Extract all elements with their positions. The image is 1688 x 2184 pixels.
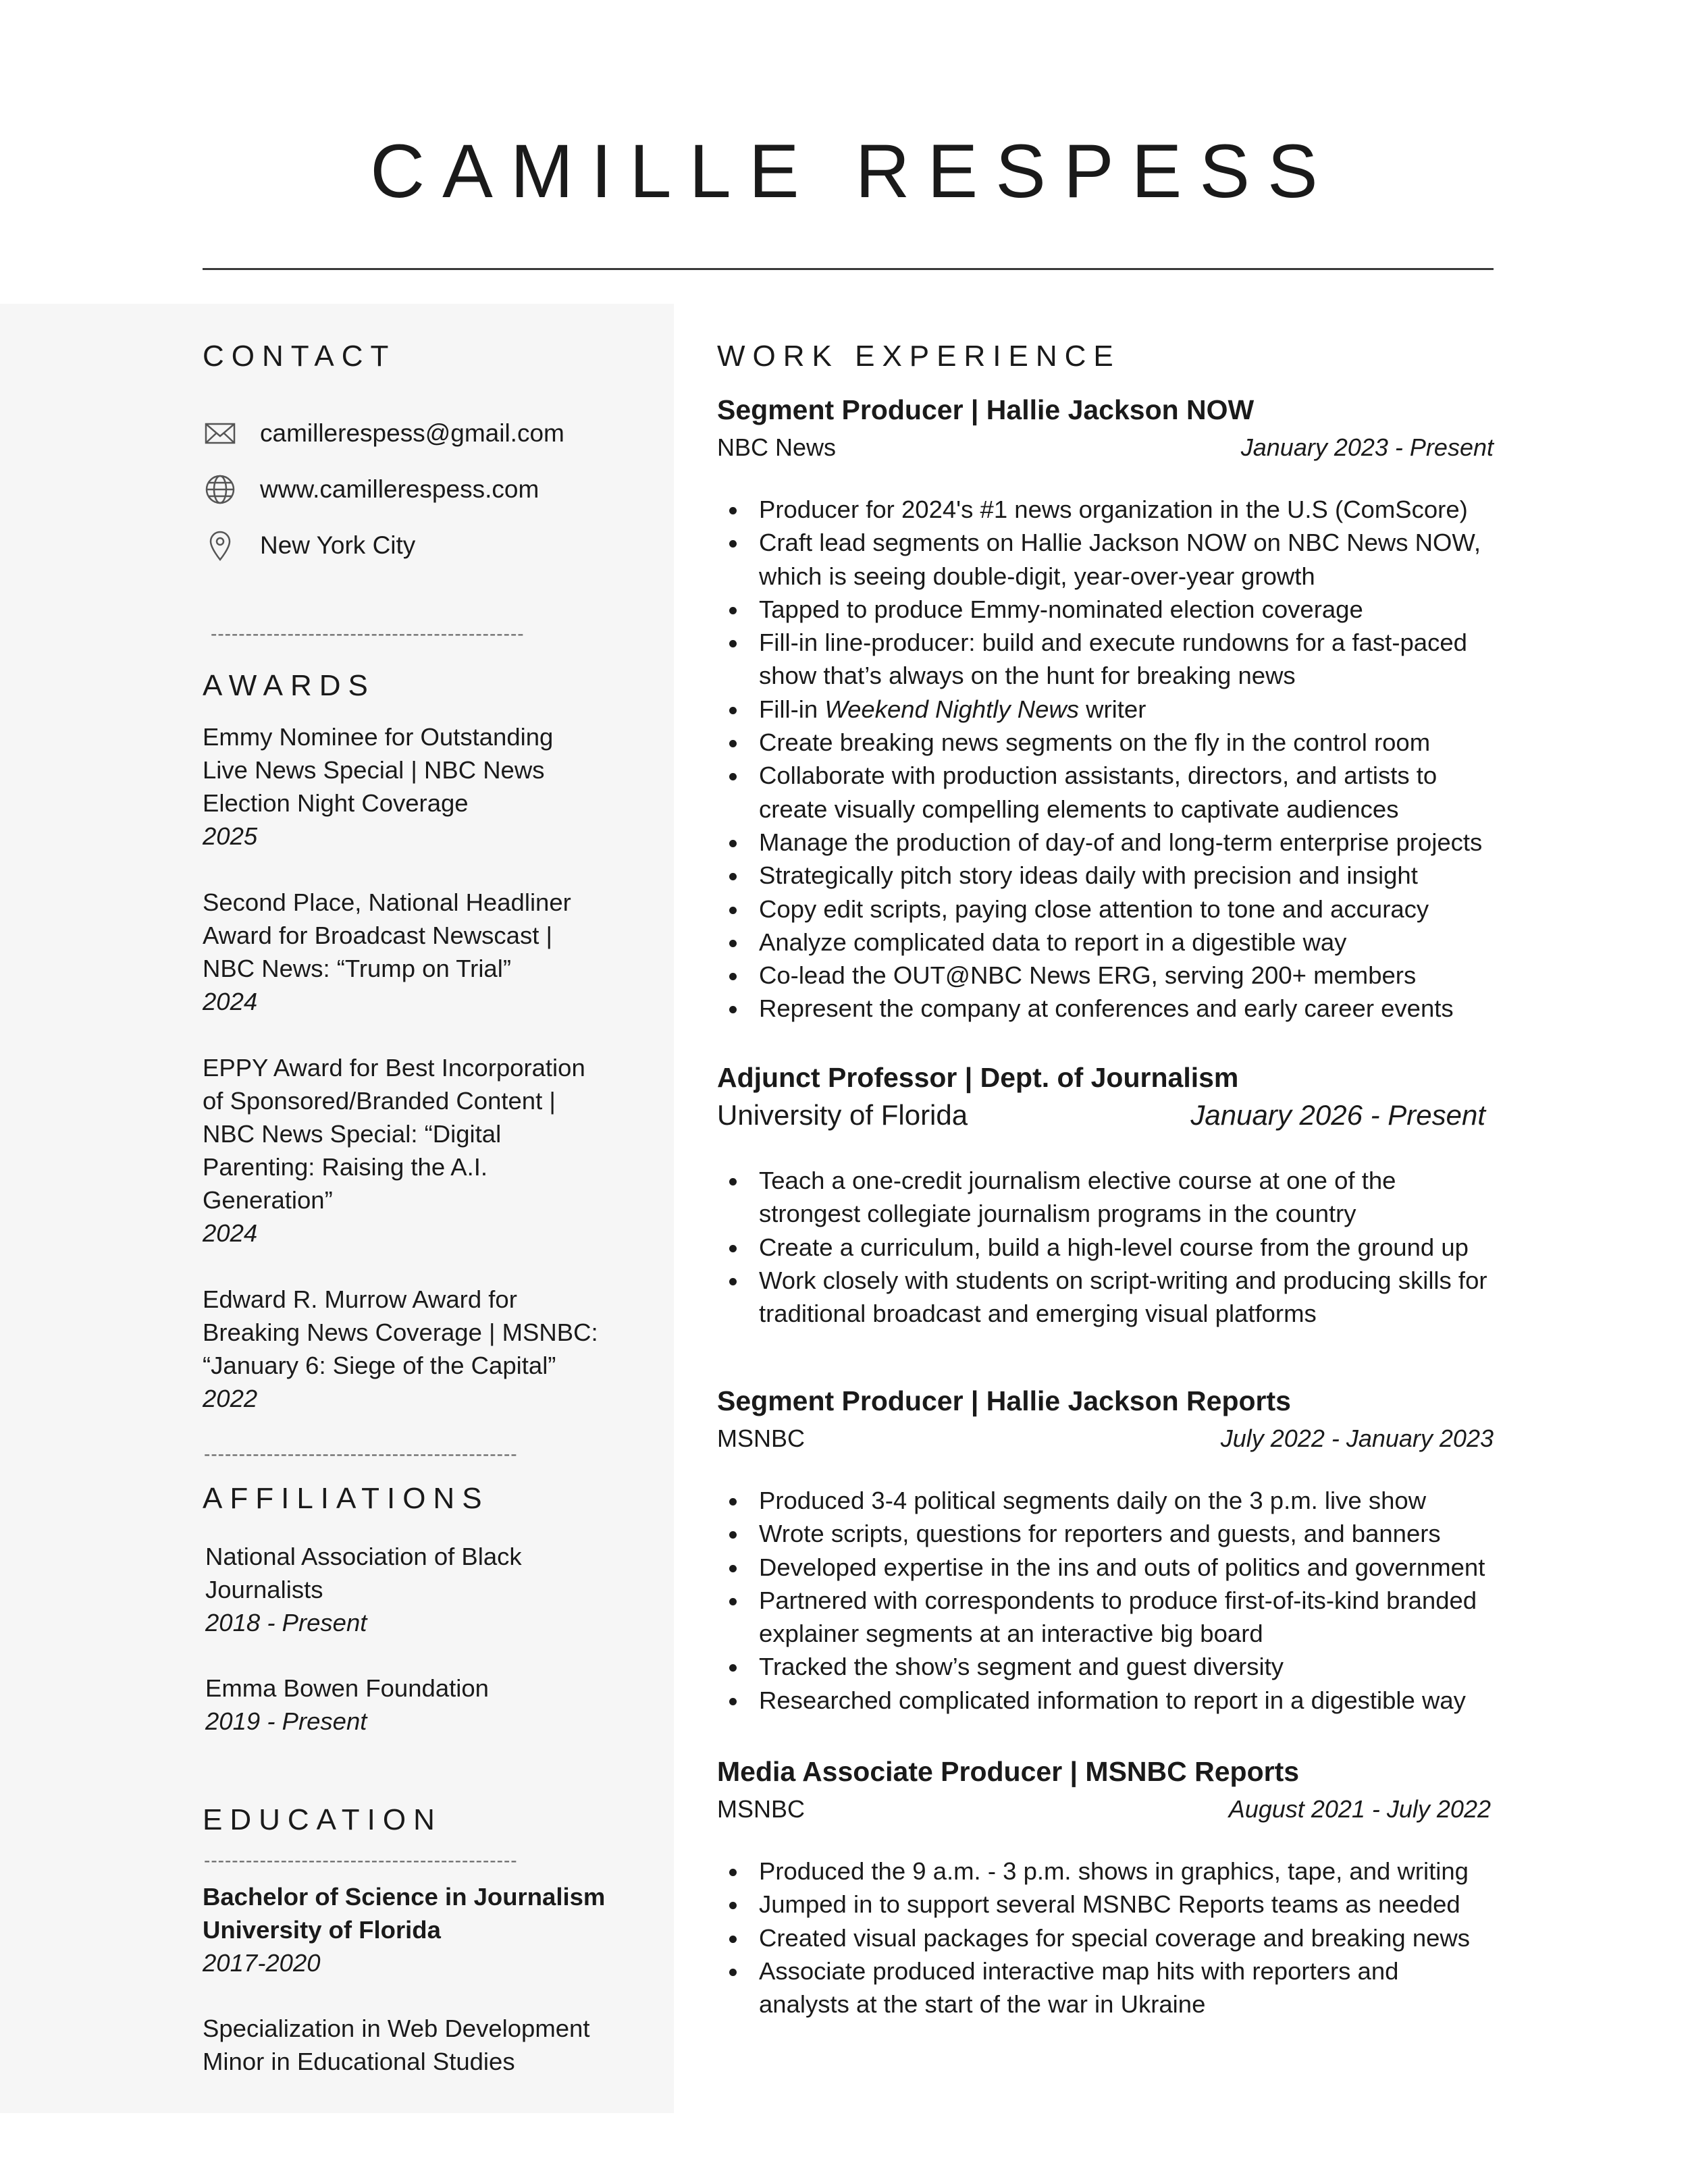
award-line: Live News Special | NBC News [203,756,545,784]
education-extra-line: Minor in Educational Studies [203,2048,515,2075]
contact-heading: CONTACT [203,340,396,373]
job-bullet: Produced the 9 a.m. - 3 p.m. shows in graphics, tape, and writing [717,1855,1494,1888]
affiliations-heading: AFFILIATIONS [203,1482,490,1515]
award-year: 2025 [203,822,258,850]
award-line: Generation” [203,1186,333,1214]
award-line: Breaking News Coverage | MSNBC: [203,1319,598,1346]
job-bullet: Create breaking news segments on the fly in the control room [717,726,1494,759]
divider: --------------------------------------------- [204,1850,518,1871]
job-bullet: Analyze complicated data to report in a digestible way [717,926,1494,959]
job-meta [717,1790,1494,1828]
job-bullet: Developed expertise in the ins and outs of politics and government [717,1551,1494,1584]
job-bullet: Craft lead segments on Hallie Jackson NOW on NBC News NOW, which is seeing double-digit, year-over-year growth [717,526,1494,593]
job-bullet: Researched complicated information to report in a digestible way [717,1684,1494,1717]
job-bullet: Teach a one-credit journalism elective course at one of the strongest collegiate journalism programs in the country [717,1164,1494,1231]
contact-email[interactable] [203,415,564,452]
affiliation-years: 2019 - Present [205,1707,367,1735]
job-bullet: Fill-in Weekend Nightly News writer [717,693,1494,726]
divider: --------------------------------------------- [211,623,525,644]
work-experience-heading: WORK EXPERIENCE [717,340,1121,373]
job-bullet: Tracked the show’s segment and guest diversity [717,1650,1494,1683]
job-dates: January 2023 - Present [1240,433,1494,461]
award-line: Parenting: Raising the A.I. [203,1153,488,1181]
award-line: Edward R. Murrow Award for [203,1285,517,1313]
affiliation-years: 2018 - Present [205,1609,367,1636]
award-line: EPPY Award for Best Incorporation [203,1054,585,1082]
job-org: MSNBC [717,1424,806,1452]
job-entry [717,391,1494,1026]
job-bullet: Copy edit scripts, paying close attention to tone and accuracy [717,893,1494,926]
show-title: Weekend Nightly News [824,695,1079,723]
award-line: NBC News Special: “Digital [203,1120,502,1148]
job-org: MSNBC [717,1795,806,1823]
award-line: “January 6: Siege of the Capital” [203,1352,556,1379]
job-bullet: Represent the company at conferences and early career events [717,992,1494,1025]
affiliation-item [205,1540,624,1639]
job-bullets [717,1164,1494,1330]
education-extra-line: Specialization in Web Development [203,2015,590,2042]
globe-icon [203,472,238,507]
education-extra-block [203,2012,621,2078]
job-org: NBC News [717,433,837,461]
job-bullet: Partnered with correspondents to produce first-of-its-kind branded explainer segments at an interactive big board [717,1584,1494,1651]
award-line: Award for Broadcast Newscast | [203,922,552,949]
divider: --------------------------------------------- [204,1443,518,1464]
award-line: of Sponsored/Branded Content | [203,1087,556,1115]
award-line: Emmy Nominee for Outstanding [203,723,554,751]
award-line: NBC News: “Trump on Trial” [203,955,511,982]
award-item [203,720,621,853]
award-line: Second Place, National Headliner [203,888,571,916]
email-icon [203,416,238,451]
job-bullet: Producer for 2024's #1 news organization in the U.S (ComScore) [717,493,1494,526]
job-entry [717,1059,1494,1330]
job-entry [717,1753,1494,2021]
award-item [203,1283,621,1415]
award-item [203,1051,621,1250]
award-year: 2024 [203,1219,258,1247]
affiliation-line: Journalists [205,1576,323,1603]
contact-email-text: camillerespess@gmail.com [260,419,564,447]
job-title: Media Associate Producer | MSNBC Reports [717,1756,1300,1787]
header-divider [203,268,1494,270]
job-bullet: Strategically pitch story ideas daily with precision and insight [717,859,1494,892]
contact-location [203,527,415,564]
job-bullet: Manage the production of day-of and long-term enterprise projects [717,826,1494,859]
job-title: Segment Producer | Hallie Jackson NOW [717,394,1255,425]
job-title: Adjunct Professor | Dept. of Journalism [717,1062,1239,1093]
job-bullet: Jumped in to support several MSNBC Reports teams as needed [717,1888,1494,1921]
job-meta [717,1420,1494,1458]
education-heading: EDUCATION [203,1803,442,1836]
job-bullets [717,1484,1494,1717]
award-year: 2024 [203,988,258,1015]
job-bullet: Tapped to produce Emmy-nominated election coverage [717,593,1494,626]
award-item [203,886,621,1018]
job-bullet: Associate produced interactive map hits with reporters and analysts at the start of the war in Ukraine [717,1954,1494,2021]
contact-location-text: New York City [260,531,416,559]
job-bullets [717,1855,1494,2021]
job-dates: January 2026 - Present [1190,1099,1485,1131]
job-bullet: Created visual packages for special coverage and breaking news [717,1921,1494,1954]
job-dates: August 2021 - July 2022 [1228,1795,1491,1823]
location-pin-icon [203,528,238,563]
resume-name: CAMILLE RESPESS [370,129,1336,213]
job-entry [717,1382,1494,1717]
education-degree: Bachelor of Science in Journalism [203,1883,606,1911]
award-year: 2022 [203,1385,258,1412]
job-meta [717,1096,1494,1134]
job-bullet: Create a curriculum, build a high-level course from the ground up [717,1231,1494,1264]
job-title: Segment Producer | Hallie Jackson Reports [717,1385,1291,1416]
contact-website-text: www.camillerespess.com [260,475,539,503]
job-bullet: Fill-in line-producer: build and execute rundowns for a fast-paced show that’s always on the hunt for breaking news [717,626,1494,693]
job-bullet: Work closely with students on script-writing and producing skills for traditional broadcast and emerging visual platforms [717,1264,1494,1331]
education-school: University of Florida [203,1916,441,1944]
job-bullet: Wrote scripts, questions for reporters and guests, and banners [717,1517,1494,1550]
job-bullet: Collaborate with production assistants, directors, and artists to create visually compelling elements to captivate audiences [717,759,1494,826]
job-bullet: Co-lead the OUT@NBC News ERG, serving 200+ members [717,959,1494,992]
education-years: 2017-2020 [203,1949,321,1977]
affiliation-line: National Association of Black [205,1543,522,1570]
awards-heading: AWARDS [203,669,375,702]
job-bullet: Produced 3-4 political segments daily on the 3 p.m. live show [717,1484,1494,1517]
job-org: University of Florida [717,1099,968,1131]
contact-website[interactable] [203,471,539,508]
affiliation-line: Emma Bowen Foundation [205,1674,489,1702]
education-degree-block [203,1880,621,1979]
award-line: Election Night Coverage [203,789,469,817]
job-bullets [717,493,1494,1026]
affiliation-item [205,1672,624,1738]
job-meta [717,429,1494,467]
job-dates: July 2022 - January 2023 [1220,1424,1494,1452]
